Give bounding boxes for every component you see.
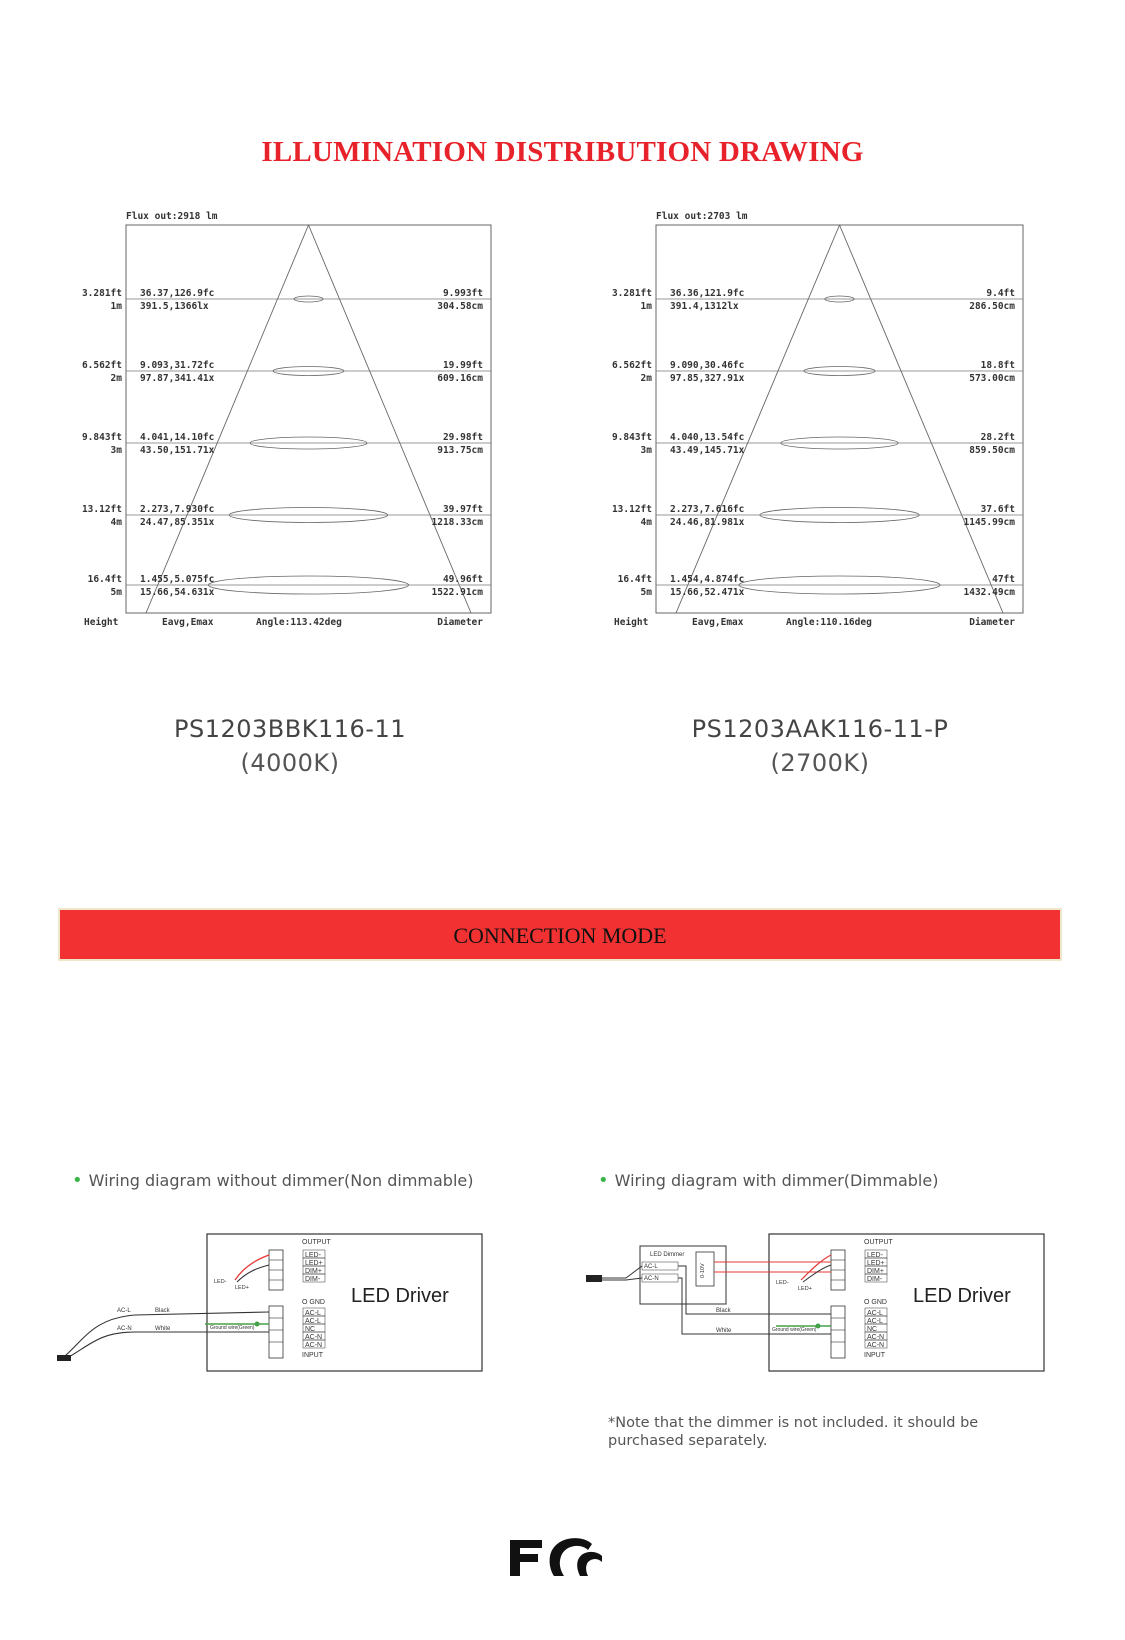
dimmer-note: *Note that the dimmer is not included. it should be purchased separately.	[608, 1415, 979, 1449]
diameter-ft: 9.4ft	[986, 288, 1015, 299]
diameter-cm: 913.75cm	[437, 445, 483, 456]
led-minus-label: LED-	[214, 1279, 227, 1285]
model-block-2700k	[660, 715, 980, 777]
diameter-ft: 19.99ft	[442, 360, 483, 371]
height-ft: 9.843ft	[611, 432, 652, 443]
pin-label: AC-L	[305, 1318, 321, 1325]
illumination-chart-4000k	[78, 211, 498, 655]
pin-label: AC-N	[867, 1334, 885, 1341]
height-m: 2m	[640, 373, 652, 384]
height-ft: 16.4ft	[617, 574, 652, 585]
height-m: 3m	[640, 445, 652, 456]
white-label: White	[716, 1328, 732, 1334]
led-plus-label: LED+	[798, 1286, 812, 1292]
wiring-diagram-dimmable	[586, 1228, 1046, 1388]
height-ft: 9.843ft	[81, 432, 122, 443]
beam-angle-label: Angle:113.42deg	[256, 617, 342, 628]
height-ft: 13.12ft	[611, 504, 652, 515]
page-title: ILLUMINATION DISTRIBUTION DRAWING	[261, 136, 864, 168]
pin-label: NC	[867, 1326, 878, 1333]
eavg-axis-label: Eavg,Emax	[692, 617, 744, 628]
acl-label: AC-L	[117, 1308, 131, 1314]
model-code: PS1203AAK116-11-P	[691, 715, 949, 743]
wiring-title-text: Wiring diagram without dimmer(Non dimmable)	[88, 1171, 474, 1190]
diameter-cm: 573.00cm	[969, 373, 1015, 384]
connection-mode-banner	[58, 908, 1062, 961]
pin-label: DIM+	[305, 1268, 322, 1275]
pin-label: DIM-	[305, 1276, 321, 1283]
pin-label: DIM-	[867, 1276, 883, 1283]
diameter-cm: 609.16cm	[437, 373, 483, 384]
eavg-emax-lx: 24.47,85.351x	[140, 517, 215, 528]
eavg-emax-fc: 4.040,13.54fc	[670, 432, 745, 443]
driver-label: LED Driver	[913, 1285, 1011, 1307]
pin-label: AC-N	[305, 1342, 323, 1349]
pin-label: NC	[305, 1326, 316, 1333]
bullet-icon: •	[598, 1170, 609, 1191]
eavg-emax-lx: 97.85,327.91x	[670, 373, 745, 384]
black-label: Black	[716, 1308, 731, 1314]
diameter-cm: 1218.33cm	[431, 517, 483, 528]
banner-label: CONNECTION MODE	[453, 923, 667, 948]
height-m: 5m	[640, 587, 652, 598]
eavg-emax-lx: 24.46,81.981x	[670, 517, 745, 528]
input-label: INPUT	[302, 1352, 323, 1359]
dimmer-knob-label: 0-10V	[700, 1263, 706, 1278]
diameter-cm: 1145.99cm	[963, 517, 1015, 528]
pin-label: LED+	[867, 1260, 885, 1267]
diameter-cm: 1432.49cm	[963, 587, 1015, 598]
diameter-ft: 47ft	[992, 574, 1015, 585]
led-minus-label: LED-	[776, 1280, 789, 1286]
acn-label: AC-N	[117, 1326, 132, 1332]
led-plus-label: LED+	[235, 1285, 249, 1291]
pin-label: LED+	[305, 1260, 323, 1267]
pin-label: AC-L	[867, 1318, 883, 1325]
height-axis-label: Height	[84, 617, 119, 628]
wiring-title-dimmable	[598, 1170, 938, 1191]
output-label: OUTPUT	[302, 1239, 331, 1246]
diameter-cm: 304.58cm	[437, 301, 483, 312]
diameter-axis-label: Diameter	[437, 617, 483, 628]
bullet-icon: •	[72, 1170, 83, 1191]
diameter-ft: 28.2ft	[980, 432, 1015, 443]
diameter-ft: 18.8ft	[980, 360, 1015, 371]
gnd-label: O GND	[302, 1299, 325, 1306]
diameter-ft: 9.993ft	[442, 288, 483, 299]
eavg-emax-lx: 391.4,1312lx	[670, 301, 739, 312]
eavg-emax-fc: 36.36,121.9fc	[670, 288, 745, 299]
eavg-emax-lx: 97.87,341.41x	[140, 373, 215, 384]
height-ft: 3.281ft	[611, 288, 652, 299]
height-m: 3m	[110, 445, 122, 456]
output-label: OUTPUT	[864, 1239, 893, 1246]
diameter-ft: 39.97ft	[442, 504, 483, 515]
diameter-cm: 1522.91cm	[431, 587, 483, 598]
height-ft: 6.562ft	[81, 360, 122, 371]
input-label: INPUT	[864, 1352, 885, 1359]
height-m: 5m	[110, 587, 122, 598]
eavg-emax-lx: 43.50,151.71x	[140, 445, 215, 456]
wiring-title-text: Wiring diagram with dimmer(Dimmable)	[614, 1171, 939, 1190]
model-block-4000k	[140, 715, 440, 777]
eavg-emax-fc: 2.273,7.930fc	[140, 504, 215, 515]
eavg-emax-fc: 9.090,30.46fc	[670, 360, 745, 371]
eavg-emax-fc: 36.37,126.9fc	[140, 288, 215, 299]
color-temperature: (4000K)	[240, 749, 340, 777]
diameter-axis-label: Diameter	[969, 617, 1015, 628]
eavg-emax-fc: 9.093,31.72fc	[140, 360, 215, 371]
eavg-emax-fc: 1.454,4.874fc	[670, 574, 745, 585]
ground-label: Ground wire(Green)	[772, 1327, 817, 1333]
dimmer-acl-label: AC-L	[644, 1264, 658, 1270]
ground-label: Ground wire(Green)	[210, 1325, 255, 1331]
eavg-emax-fc: 2.273,7.616fc	[670, 504, 745, 515]
diameter-ft: 37.6ft	[980, 504, 1015, 515]
height-m: 1m	[640, 301, 652, 312]
illumination-chart-2700k	[608, 211, 1028, 655]
eavg-emax-lx: 43.49,145.71x	[670, 445, 745, 456]
wiring-diagram-non-dimmable	[55, 1228, 495, 1388]
black-label: Black	[155, 1308, 170, 1314]
fcc-logo	[510, 1536, 610, 1576]
white-label: White	[155, 1326, 171, 1332]
height-m: 4m	[640, 517, 652, 528]
height-ft: 3.281ft	[81, 288, 122, 299]
gnd-label: O GND	[864, 1299, 887, 1306]
pin-label: LED-	[867, 1252, 883, 1259]
eavg-emax-fc: 4.041,14.10fc	[140, 432, 215, 443]
diameter-ft: 49.96ft	[442, 574, 483, 585]
pin-label: AC-L	[305, 1310, 321, 1317]
eavg-emax-lx: 15.66,54.631x	[140, 587, 215, 598]
height-ft: 16.4ft	[87, 574, 122, 585]
flux-label: Flux out:2703 lm	[656, 211, 748, 222]
height-axis-label: Height	[614, 617, 649, 628]
wiring-title-non-dimmable	[72, 1170, 473, 1191]
eavg-emax-lx: 391.5,1366lx	[140, 301, 209, 312]
dimmer-acn-label: AC-N	[644, 1276, 659, 1282]
height-m: 2m	[110, 373, 122, 384]
pin-label: DIM+	[867, 1268, 884, 1275]
pin-label: AC-N	[305, 1334, 323, 1341]
beam-angle-label: Angle:110.16deg	[786, 617, 872, 628]
flux-label: Flux out:2918 lm	[126, 211, 218, 222]
height-ft: 6.562ft	[611, 360, 652, 371]
model-code: PS1203BBK116-11	[174, 715, 406, 743]
height-m: 1m	[110, 301, 122, 312]
eavg-emax-lx: 15.66,52.471x	[670, 587, 745, 598]
diameter-cm: 286.50cm	[969, 301, 1015, 312]
pin-label: AC-L	[867, 1310, 883, 1317]
eavg-axis-label: Eavg,Emax	[162, 617, 214, 628]
diameter-ft: 29.98ft	[442, 432, 483, 443]
pin-label: AC-N	[867, 1342, 885, 1349]
height-m: 4m	[110, 517, 122, 528]
height-ft: 13.12ft	[81, 504, 122, 515]
diameter-cm: 859.50cm	[969, 445, 1015, 456]
dimmer-label: LED Dimmer	[650, 1252, 685, 1258]
color-temperature: (2700K)	[770, 749, 870, 777]
eavg-emax-fc: 1.455,5.075fc	[140, 574, 215, 585]
pin-label: LED-	[305, 1252, 321, 1259]
driver-label: LED Driver	[351, 1285, 449, 1307]
